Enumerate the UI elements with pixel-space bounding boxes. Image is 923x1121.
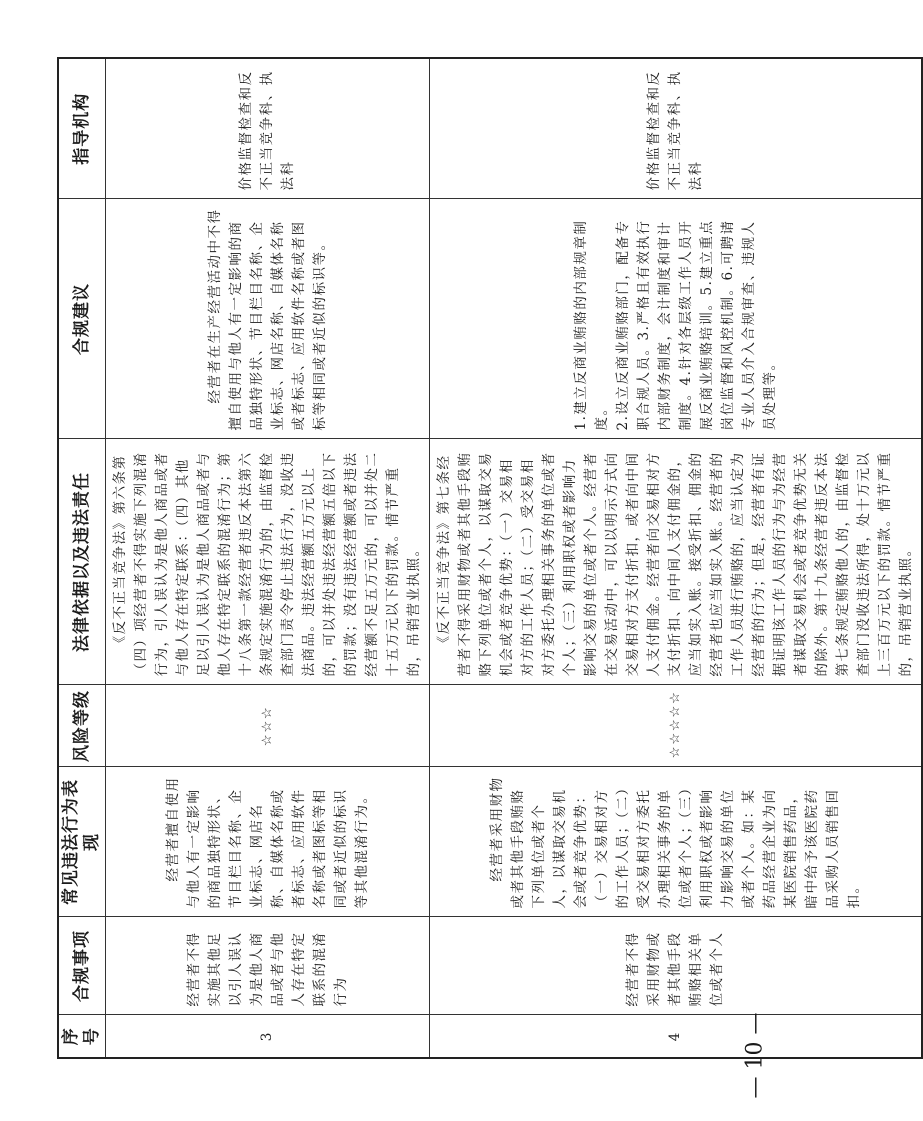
advice-item: 1.建立反商业贿赂的内部规章制度。 [572,219,610,431]
row-risk-stars: ☆☆☆☆☆ [430,685,923,767]
row-risk-stars: ☆☆☆ [106,685,430,767]
header-common-violations: 常见违法行为表现 [58,767,106,917]
row-compliance-item: 经营者不得采用财物或者其他手段贿赂相关单位或者个人 [430,917,923,1015]
row-compliance-advice [430,199,923,439]
table-row [106,58,430,1058]
behavior-text: 经营者擅自使用与他人有一定影响的商品独特形状、节目栏目名称、企业标志、网店名称、自媒体名称或者标志、应用软件名称或者图标等相同或者近似的标识等其他混淆行为。 [164,776,370,909]
row-compliance-advice [106,199,430,439]
row-violation-behavior [106,767,430,917]
legal-basis-text: 《反不正当竞争法》第七条经营者不得采用财物或者其他手段贿赂下列单位或者个人，以谋取交易机会或者竞争优势：（一）交易相对方的工作人员；（二）受交易相对方委托办理相关事务的单位或者个人；（三）利用职权或者影响力影响交易的单位或者个人。经营者在交易活动中，可以以明示方式向交易相对方支付折扣，或者向中间人支付佣金。经营者向交易相对方支付折扣、向中间人支付佣金的，应当如实入账。接受折扣、佣金的经营者也应当如实入账。经营者的工作人员进行贿赂的，应当认定为经营者的行为；但是，经营者有证据证明该工作人员的行为与为经营者谋取交易机会或者竞争优势无关的除外。第十九条经营者违反本法第七条规定贿赂他人的，由监督检查部门没收违法所得，处十万元以上三百万元以下的罚款。情节严重的，吊销营业执照。 [436,451,914,677]
header-legal-basis: 法律依据以及违法责任 [58,439,106,685]
advice-item: 2.设立反商业贿赂部门，配备专职合规人员。3.严格且有效执行内部财务制度，会计制度和审计制度。4.针对各层级工作人员开展反商业贿赂培训。5.建立重点岗位监督和风控机制。6.可聘请专业人员介入合规审查、违规人员处理等。 [614,219,778,431]
header-serial: 序号 [58,1015,106,1058]
row-legal-basis [106,439,430,685]
row-violation-behavior [430,767,923,917]
header-row [58,58,106,1058]
legal-basis-text: 《反不正当竞争法》第六条第（四）项经营者不得实施下列混淆行为，引人误认为是他人商品或者与他人存在特定联系：（四）其他足以引人误认为是他人商品或者与他人存在特定联系的混淆行为；第十八条第一款经营者违反本法第六条规定实施混淆行为的，由监督检查部门责令停止违法行为，没收违法商品。违法经营额五万元以上的，可以并处违法经营额五倍以下的罚款；没有违法经营额或者违法经营额不足五万元的，可以并处二十五万元以下的罚款。情节严重的，吊销营业执照。 [112,451,422,677]
row-legal-basis [430,439,923,685]
page-number [735,1010,775,1100]
row-guiding-agency: 价格监督检查和反不正当竞争科、执法科 [430,58,923,199]
table-row [430,58,923,1058]
row-serial: 3 [106,1015,430,1058]
row-compliance-item: 经营者不得实施其他足以引人误认为是他人商品或者与他人存在特定联系的混淆行为 [106,917,430,1015]
behavior-text: 经营者采用财物或者其他手段贿赂下列单位或者个人，以谋取交易机会或者竞争优势：（一）交易相对方的工作人员；（二）受交易相对方委托办理相关事务的单位或者个人；（三）利用职权或者影响力影响交易的单位或者个人。如：某药品经营企业为向某医院销售药品，暗中给予该医院药品采购人员销售回扣。 [488,776,862,909]
page-number-text: — 10 — [742,1012,768,1098]
header-compliance-item: 合规事项 [58,917,106,1015]
header-compliance-advice: 合规建议 [58,199,106,439]
advice-text: 经营者在生产经营活动中不得擅自使用与他人有一定影响的商品独特形状、节目栏目名称、企业标志、网店名称、自媒体名称或者标志、应用软件名称或者图标等相同或者近似的标识等。 [206,208,328,431]
header-guiding-agency: 指导机构 [58,58,106,199]
compliance-table [57,57,923,1059]
header-risk-level: 风险等级 [58,685,106,767]
row-guiding-agency: 价格监督检查和反不正当竞争科、执法科 [106,58,430,199]
row-serial: 4 [430,1015,923,1058]
